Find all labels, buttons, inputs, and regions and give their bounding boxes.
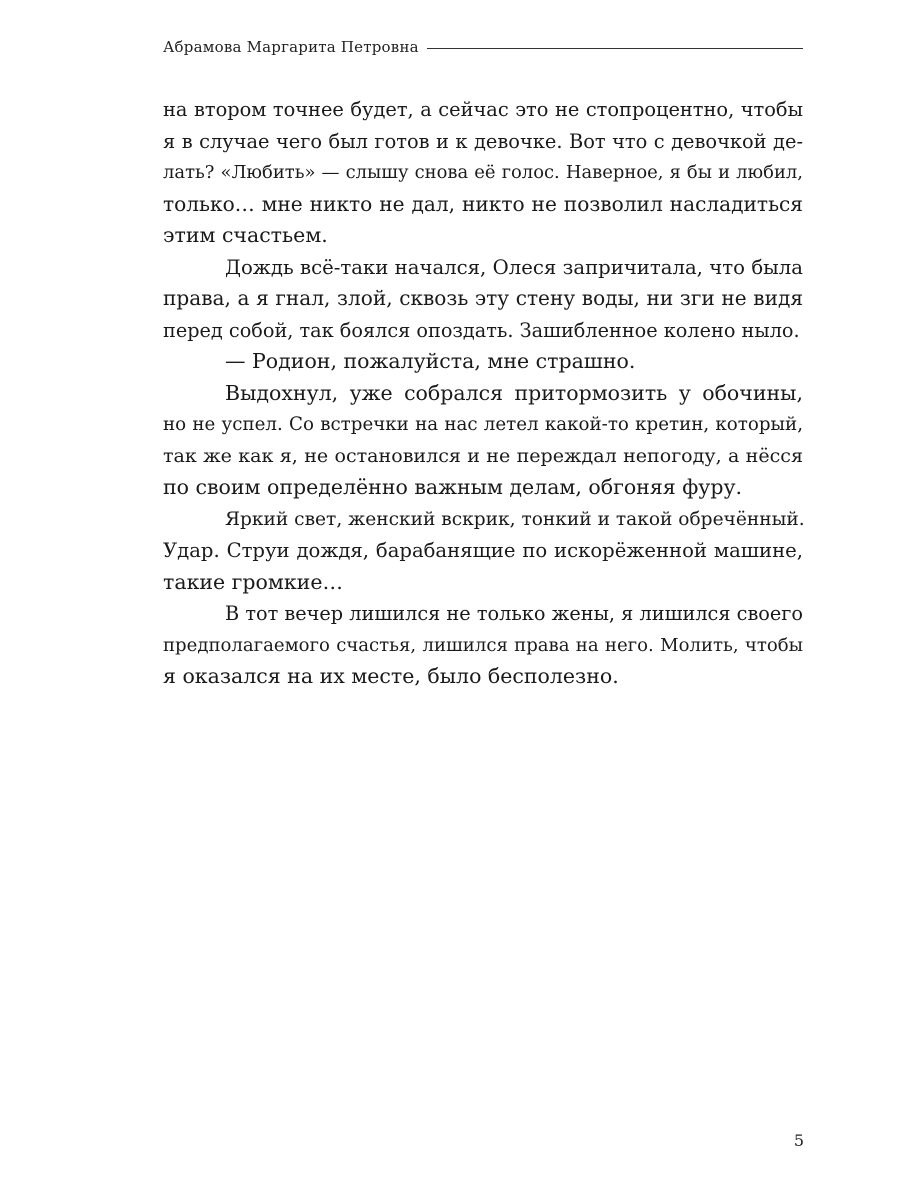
paragraph — [163, 378, 803, 504]
running-header — [163, 38, 803, 56]
text-line: В тот вечер лишился не только жены, я лишился своего — [225, 602, 803, 625]
dialogue-paragraph — [163, 346, 803, 378]
paragraph — [163, 598, 803, 693]
text-line: так же как я, не остановился и не переждал непогоду, а нёсся — [163, 444, 803, 467]
header-author-name: Абрамова Маргарита Петровна — [163, 38, 419, 56]
page-number: 5 — [793, 1131, 804, 1150]
text-line: Выдохнул, уже собрался притормозить у обочины, — [225, 380, 803, 405]
paragraph — [163, 504, 803, 599]
paragraph — [163, 252, 803, 347]
text-line: такие громкие… — [163, 569, 343, 594]
text-line: по своим определённо важным делам, обгоняя фуру. — [163, 475, 743, 499]
text-line: я оказался на их месте, было бесполезно. — [163, 664, 619, 688]
text-line: Яркий свет, женский вскрик, тонкий и такой обречённый. — [225, 508, 805, 530]
text-line: на втором точнее будет, а сейчас это не стопроцентно, чтобы — [163, 98, 803, 121]
text-line: Дождь всё-таки начался, Олеся запричитала, что была — [225, 255, 803, 279]
text-line: предполагаемого счастья, лишился права на него. Молить, чтобы — [163, 634, 803, 656]
text-line: только… мне никто не дал, никто не позволил насладиться — [163, 191, 803, 216]
text-line: перед собой, так боялся опоздать. Зашибленное колено ныло. — [163, 318, 800, 342]
header-rule — [427, 48, 803, 49]
paragraph — [163, 94, 803, 252]
text-line: Удар. Струи дождя, барабанящие по искорёженной машине, — [163, 539, 803, 562]
text-body — [163, 94, 803, 693]
text-line: этим счастьем. — [163, 223, 328, 247]
text-line: права, а я гнал, злой, сквозь эту стену воды, ни зги не видя — [163, 286, 803, 310]
text-line: лать? «Любить» — слышу снова её голос. Наверное, я бы и любил, — [163, 162, 803, 183]
text-line: но не успел. Со встречки на нас летел какой-то кретин, который, — [163, 414, 803, 435]
text-line: я в случае чего был готов и к девочке. Вот что с девочкой де- — [163, 129, 803, 153]
text-line: — Родион, пожалуйста, мне страшно. — [225, 349, 636, 373]
